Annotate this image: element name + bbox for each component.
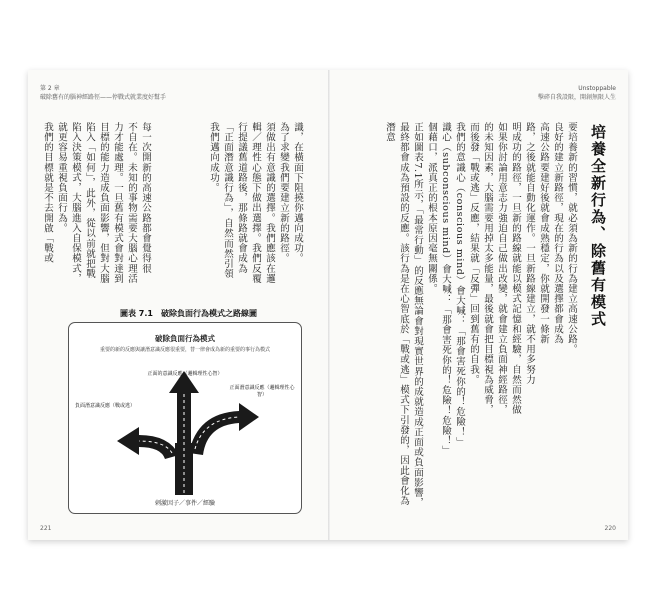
left-column: 就更容易重視負面行為。 <box>56 122 67 234</box>
figure-label-bottom: 刺激因子／事件／經驗 <box>154 500 215 507</box>
left-column: 我們邁向成功。 <box>208 122 219 193</box>
left-column: 輯／理性心態下做出選擇。我們反覆 <box>250 122 261 284</box>
left-header-title: 破除舊有的腦神經路徑——停戰式就業度好幫手 <box>40 94 167 101</box>
right-page-header <box>538 84 616 102</box>
right-column: 我們的意識心（conscious mind）會大喊：「那會害死你的！危險！」 <box>454 122 465 448</box>
left-column: 力才能處理。一旦舊有模式會對達到 <box>112 122 123 284</box>
right-column: 路，之後就能自動化運作。一旦新路線建立，就不用多努力 <box>524 122 535 385</box>
left-page-number: 221 <box>40 525 52 532</box>
right-header-brand: Unstoppable <box>578 85 616 92</box>
left-text-block-2 <box>40 122 152 298</box>
book-spread <box>28 70 628 540</box>
right-column: 識心（subconscious mind）會大喊：「那會害死你的！危險！危險！」 <box>440 122 451 456</box>
book-gutter <box>328 70 330 540</box>
right-column: 而後發「戰或逃」反應，結果就「反彈」回到舊有的自我。 <box>468 122 479 385</box>
road-arrows-diagram <box>69 323 301 513</box>
left-column: 陷入「如何」，此外，從以前就把戰 <box>84 122 95 279</box>
left-column: 識，在橫面下阻撓你邁向成功。 <box>292 122 303 264</box>
right-column: 個藉口，派真正的根本原因毫無關係。 <box>426 122 437 294</box>
right-column: 最終都會成為預設的反應。該行為是在心智底於「戰或逃」模式下引發的，因此會化為潛意 <box>384 122 409 506</box>
left-column: 目標的能力造成負面影響，但對大腦 <box>98 122 109 284</box>
right-column: 明成功的路徑，一旦新的路線就能以模式記憶和經驗，自然而然做 <box>510 122 521 415</box>
left-header-chapter: 第 2 章 <box>40 85 60 92</box>
left-column: 行提議舊道路後，那條路就會成為 <box>236 122 247 274</box>
figure-label-left: 負面潛意識反應（戰或逃） <box>75 403 136 409</box>
right-column: 高速公路要建好後就會成熟穩定，你就開發一條新 <box>538 122 549 345</box>
right-column: 的未知因素，大腦需要用掉太多能量，最後就會把目標視為威脅， <box>482 122 493 415</box>
left-page-header <box>40 84 166 102</box>
figure-label-right: 正面潛意識反應（邏輯理性心智） <box>229 385 295 398</box>
left-column: 每一次開新的高速公路都會覺得很 <box>140 122 151 274</box>
left-text-block-1 <box>206 122 304 298</box>
left-column: 須做出有意識的選擇。我們應該在邏 <box>264 122 275 284</box>
right-column: 良好的建立新路徑，現在的行為以及選擇都會成為 <box>552 122 563 345</box>
right-column: 要培養新的習慣，就必須為新的行為建立高速公路。 <box>566 122 577 355</box>
left-column: 我們的目標就是不去開啟「戰或 <box>42 122 53 264</box>
left-column: 不自在。未知的事物需要大腦心理活 <box>126 122 137 284</box>
left-column: 為了求變我們要建立新的路徑。 <box>278 122 289 264</box>
figure-box <box>68 322 302 514</box>
right-header-title: 擊碎自我設限，開創無限人生 <box>537 94 616 101</box>
left-column: 「正面潛意識行為」，自然而然引領 <box>222 122 233 279</box>
left-column: 陷入決策模式，大腦進入自保模式， <box>70 122 81 284</box>
figure-label-center: 正面的意識反應（邏輯理性心智） <box>147 371 223 377</box>
figure-heading: 破除負面行為模式 <box>155 334 215 343</box>
figure-caption: 圖表 7.1 破除負面行為模式之路線圖 <box>120 309 257 318</box>
right-column: 正如圖表7.1所示，「最常行動」的反應無論會對現實世界的成就造成正面或負面影響， <box>412 122 423 508</box>
right-page-number: 220 <box>604 525 616 532</box>
right-text-block <box>350 122 578 512</box>
figure-subtitle: 重要的新的反應與讓潛意識反應很重要，替一律會成為新的重要的事行為模式 <box>99 347 270 353</box>
right-column: 如果你討論用意志力強迫自己做出改變，就會建立負面神經路徑， <box>496 122 507 415</box>
section-heading: 培養全新行為、除舊有模式 <box>589 124 607 328</box>
